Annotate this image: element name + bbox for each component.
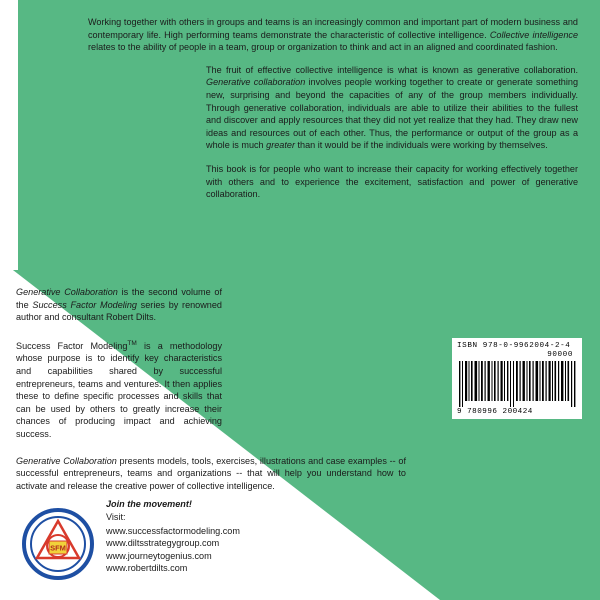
top-p1-post: relates to the ability of people in a team, group or organization to think and act in an aligned and coordinated fashion. bbox=[88, 42, 558, 53]
lower-p3-post: presents models, tools, exercises, illustrations and case examples -- of successful entrepreneurs, teams and organizations -- that will help you understand how to activate and release the creative power of collective intelligence. bbox=[16, 455, 406, 491]
top-paragraph-2 bbox=[206, 64, 578, 152]
website-link-1[interactable]: www.successfactormodeling.com bbox=[106, 525, 240, 536]
top-paragraph-1 bbox=[88, 16, 578, 54]
price-code: 90000 bbox=[547, 351, 573, 359]
lower-p2-post: is a methodology whose purpose is to identify key characteristics and capabilities shared by successful entrepreneurs, teams and ventures. It then applies these to define specific processes and skills that can be used by others to greatly increase their chances of producing impact and achieving success. bbox=[16, 340, 222, 439]
svg-text:SFM: SFM bbox=[50, 543, 66, 553]
trademark-mark: TM bbox=[127, 339, 137, 347]
isbn-label: ISBN 978-0-9962004-2-4 bbox=[457, 342, 571, 350]
isbn-barcode bbox=[452, 338, 582, 419]
top-description-block bbox=[88, 16, 578, 212]
top-p2-italic: Generative collaboration bbox=[206, 77, 306, 88]
movement-block bbox=[106, 498, 240, 574]
movement-heading: Join the movement! bbox=[106, 499, 192, 509]
website-link-4[interactable]: www.robertdilts.com bbox=[106, 563, 188, 574]
lower-p2-bold: Success Factor Modeling bbox=[16, 340, 128, 351]
sfm-logo-icon bbox=[22, 508, 94, 580]
barcode-digits: 9 780996 200424 bbox=[457, 408, 533, 416]
lower-description-block bbox=[16, 286, 406, 506]
barcode-bars-icon bbox=[457, 361, 577, 407]
lower-p1-post: series by renowned author and consultant Robert Dilts. bbox=[16, 299, 222, 323]
top-p1-pre: Working together with others in groups and teams is an increasingly common and important part of modern business and contemporary life. High performing teams demonstrate the characteristic of collective intelligence. bbox=[88, 17, 578, 40]
lower-paragraph-1 bbox=[16, 286, 222, 324]
website-link-3[interactable]: www.journeytogenius.com bbox=[106, 550, 212, 561]
lower-p3-italic: Generative Collaboration bbox=[16, 455, 117, 466]
top-p1-italic: Collective intelligence bbox=[489, 29, 578, 40]
top-paragraph-3: This book is for people who want to increase their capacity for working effectively together with others and to experience the excitement, satisfaction and power of generative collaboration. bbox=[206, 163, 578, 200]
lower-paragraph-2 bbox=[16, 338, 222, 441]
lower-paragraph-3 bbox=[16, 455, 406, 493]
lower-p1-mid: is the second volume of the bbox=[16, 287, 222, 310]
lower-p1-italic-2: Success Factor Modeling bbox=[32, 299, 137, 310]
top-p2-pre: The fruit of effective collective intelligence is what is known as generative collaboration. bbox=[206, 64, 578, 75]
top-indented-paragraphs bbox=[88, 64, 578, 201]
website-link-2[interactable]: www.diltsstrategygroup.com bbox=[106, 538, 220, 549]
top-p2-post: than it would be if the individuals were working by themselves. bbox=[294, 140, 548, 151]
top-p2-mid: involves people working together to create or generate something new, surprising and beyond the capacities of any of the group members individually. Through generative collaboration, individuals are able to utilize their abilities to the fullest and discover and apply resources that they did not yet realize that they had. They draw new ideas and resources out of each other. Thus, the performance or output of the group as a whole is much bbox=[206, 77, 579, 151]
visit-label: Visit: bbox=[106, 512, 126, 523]
sfm-logo bbox=[22, 508, 94, 580]
top-p2-italic-2: greater bbox=[266, 140, 295, 151]
lower-p1-italic: Generative Collaboration bbox=[16, 287, 118, 297]
